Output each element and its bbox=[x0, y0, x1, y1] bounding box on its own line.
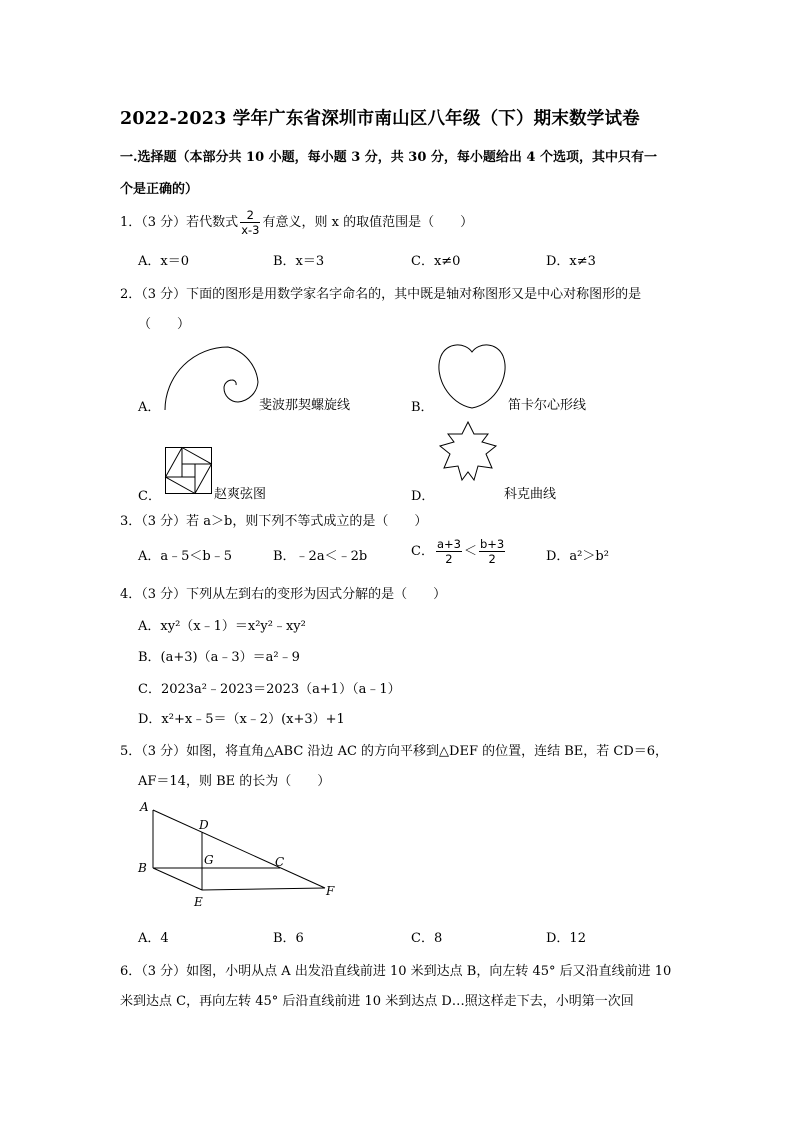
q2-label-b: B． bbox=[411, 400, 434, 415]
q1-option-b: B．x＝3 bbox=[273, 254, 325, 269]
q5-stem-line1: 5．（3 分）如图，将直角△ABC 沿边 AC 的方向平移到△DEF 的位置，连结 BE，若 CD＝6， bbox=[120, 744, 669, 759]
q4-option-a: A．xy²（x﹣1）＝x²y²﹣xy² bbox=[138, 619, 306, 634]
q2-label-c: C． bbox=[138, 489, 161, 504]
zhao-shuang-figure bbox=[165, 447, 213, 495]
koch-curve-figure bbox=[432, 420, 504, 496]
q6-stem-line2: 米到达点 C，再向左转 45° 后沿直线前进 10 米到达点 D…照这样走下去，小明第一次回 bbox=[120, 994, 634, 1009]
section-header-line1: 一.选择题（本部分共 10 小题，每小题 3 分，共 30 分，每小题给出 4 个选项，其中只有一 bbox=[120, 150, 658, 165]
q6-stem-line1: 6．（3 分）如图，小明从点 A 出发沿直线前进 10 米到达点 B，向左转 45° 后又沿直线前进 10 bbox=[120, 964, 672, 979]
q3-option-b: B．﹣2a＜﹣2b bbox=[273, 549, 368, 564]
q2-stem-line1: 2．（3 分）下面的图形是用数学家名字命名的，其中既是轴对称图形又是中心对称图形的是 bbox=[120, 287, 642, 302]
q1-fraction-denominator: x-3 bbox=[241, 223, 260, 237]
q5-option-b: B．6 bbox=[273, 931, 304, 946]
q5-stem-line2: AF＝14，则 BE 的长为（ ） bbox=[138, 774, 331, 789]
point-label-e: E bbox=[194, 895, 203, 909]
point-label-d: D bbox=[199, 818, 209, 832]
q2-caption-b: 笛卡尔心形线 bbox=[508, 398, 587, 413]
section-header-line2: 个是正确的） bbox=[120, 182, 199, 197]
q3-fraction-1-denominator: 2 bbox=[445, 552, 453, 566]
q1-stem-pre: 1．（3 分）若代数式 bbox=[120, 215, 239, 230]
q3-option-c-label: C． bbox=[411, 544, 434, 559]
q3-fraction-1 bbox=[436, 537, 462, 566]
point-label-g: G bbox=[204, 853, 214, 867]
q2-caption-c: 赵爽弦图 bbox=[214, 487, 267, 502]
q3-option-a: A．a﹣5＜b﹣5 bbox=[138, 549, 233, 564]
point-label-f: F bbox=[326, 884, 335, 898]
q3-fraction-1-numerator: a+3 bbox=[436, 537, 461, 551]
point-label-c: C bbox=[275, 855, 285, 869]
q4-stem: 4．（3 分）下列从左到右的变形为因式分解的是（ ） bbox=[120, 587, 447, 602]
cardioid-figure bbox=[437, 342, 507, 412]
q5-option-c: C．8 bbox=[411, 931, 443, 946]
q2-caption-a: 斐波那契螺旋线 bbox=[259, 398, 351, 413]
q2-label-d: D． bbox=[411, 489, 435, 504]
q1-fraction-numerator: 2 bbox=[240, 208, 260, 223]
q4-option-c: C．2023a²﹣2023＝2023（a+1）（a﹣1） bbox=[138, 682, 401, 697]
q2-stem-line2: （ ） bbox=[138, 317, 191, 332]
point-label-a: A bbox=[140, 800, 149, 814]
q3-stem: 3．（3 分）若 a＞b，则下列不等式成立的是（ ） bbox=[120, 514, 428, 529]
page-title: 2022-2023 学年广东省深圳市南山区八年级（下）期末数学试卷 bbox=[120, 109, 640, 129]
q1-fraction bbox=[240, 208, 260, 237]
question-1 bbox=[120, 208, 473, 237]
q1-stem-post: 有意义，则 x 的取值范围是（ ） bbox=[262, 215, 474, 230]
q1-option-a: A．x＝0 bbox=[138, 254, 189, 269]
q3-fraction-2 bbox=[479, 537, 505, 566]
q2-caption-d: 科克曲线 bbox=[504, 487, 557, 502]
q5-triangle-figure bbox=[135, 800, 345, 912]
q2-label-a: A． bbox=[138, 400, 161, 415]
q1-option-c: C．x≠0 bbox=[411, 254, 461, 269]
q3-fraction-2-denominator: 2 bbox=[488, 552, 496, 566]
q3-option-c bbox=[411, 537, 507, 566]
q4-option-d: D．x²+x﹣5＝（x﹣2）(x+3）+1 bbox=[138, 712, 345, 727]
q5-option-d: D．12 bbox=[546, 931, 586, 946]
q5-option-a: A．4 bbox=[138, 931, 169, 946]
q3-fraction-2-numerator: b+3 bbox=[479, 537, 505, 551]
q3-option-d: D．a²＞b² bbox=[546, 549, 609, 564]
point-label-b: B bbox=[138, 861, 147, 875]
q3-option-c-relation: ＜ bbox=[463, 544, 477, 559]
q1-option-d: D．x≠3 bbox=[546, 254, 596, 269]
fibonacci-spiral-figure bbox=[160, 342, 260, 412]
q4-option-b: B．(a+3)（a﹣3）＝a²﹣9 bbox=[138, 650, 300, 665]
